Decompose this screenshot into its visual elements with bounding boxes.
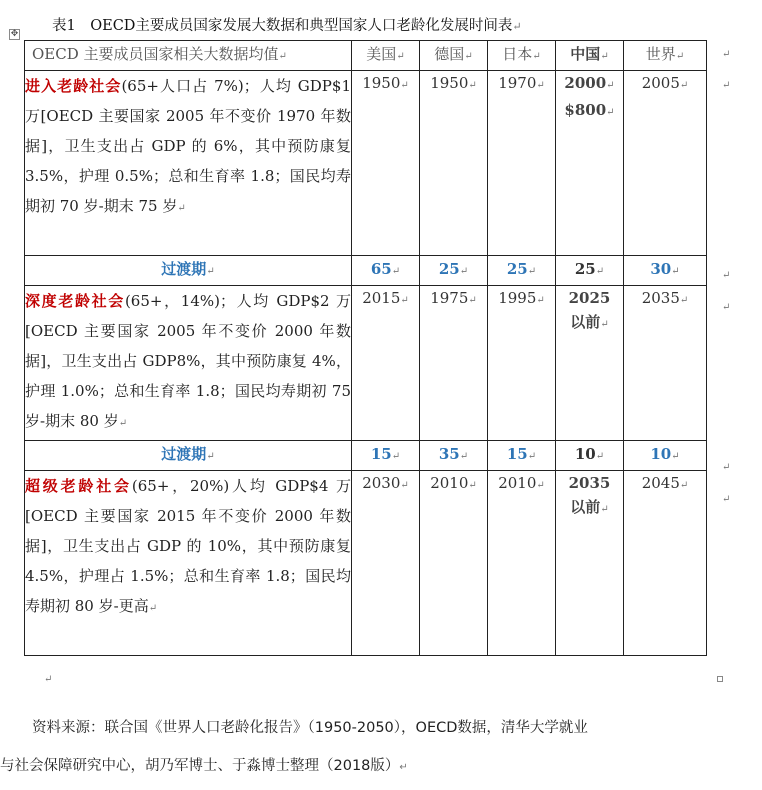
transition-japan: 25↵ xyxy=(488,256,556,286)
transition-japan: 15↵ xyxy=(488,441,556,471)
source-line-1: 资料来源：联合国《世界人口老龄化报告》（1950-2050），OECD数据，清华大学就业 xyxy=(32,720,588,736)
table-caption: 表1 OECD主要成员国家发展大数据和典型国家人口老龄化发展时间表↵ xyxy=(52,18,522,34)
stage-description: 进入老龄社会(65+人口占 7%)；人均 GDP$1 万[OECD 主要国家 2005 年不变价 1970 年数据]，卫生支出占 GDP 的 6%，其中预防康复 3.5%，护理 0.5%；总和生育率 1.8；国民均寿期初 70 岁-期末 75 岁↵ xyxy=(25,71,352,256)
stage-name: 超级老龄社会 xyxy=(25,477,132,495)
source-line-2: 与社会保障研究中心，胡乃军博士、于淼博士整理（2018版）↵ xyxy=(0,758,408,774)
table-move-handle-icon[interactable]: ✥ xyxy=(10,29,19,39)
header-china: 中国↵ xyxy=(556,41,624,71)
year-china: 2000↵ $800↵ xyxy=(556,71,624,256)
year-china: 2035 以前↵ xyxy=(556,471,624,656)
table-resize-handle[interactable] xyxy=(717,676,723,682)
transition-usa: 15↵ xyxy=(352,441,420,471)
row-end-mark: ↵ xyxy=(722,494,731,505)
transition-row xyxy=(25,256,707,286)
transition-usa: 65↵ xyxy=(352,256,420,286)
row-end-mark: ↵ xyxy=(722,49,731,60)
stage-name: 进入老龄社会 xyxy=(25,77,122,95)
header-germany: 德国↵ xyxy=(420,41,488,71)
transition-world: 30↵ xyxy=(624,256,707,286)
transition-germany: 35↵ xyxy=(420,441,488,471)
stage-description: 超级老龄社会(65+，20%)人均 GDP$4 万[OECD 主要国家 2015 年不变价 2000 年数据]，卫生支出占 GDP 的 10%，其中预防康复 4.5%，护理占 1.5%；总和生育率 1.8；国民均寿期初 80 岁-更高↵ xyxy=(25,471,352,656)
year-usa: 2015↵ xyxy=(352,286,420,441)
transition-label: 过渡期↵ xyxy=(25,441,352,471)
row-end-mark: ↵ xyxy=(722,462,731,473)
year-world: 2045↵ xyxy=(624,471,707,656)
header-usa: 美国↵ xyxy=(352,41,420,71)
transition-label: 过渡期↵ xyxy=(25,256,352,286)
header-world: 世界↵ xyxy=(624,41,707,71)
aging-timeline-table xyxy=(24,40,707,656)
transition-germany: 25↵ xyxy=(420,256,488,286)
year-japan: 1995↵ xyxy=(488,286,556,441)
year-world: 2005↵ xyxy=(624,71,707,256)
year-usa: 1950↵ xyxy=(352,71,420,256)
transition-china: 10↵ xyxy=(556,441,624,471)
stage-row-aging xyxy=(25,71,707,256)
stage-row-deep-aging xyxy=(25,286,707,441)
year-germany: 2010↵ xyxy=(420,471,488,656)
year-china: 2025 以前↵ xyxy=(556,286,624,441)
year-usa: 2030↵ xyxy=(352,471,420,656)
year-japan: 1970↵ xyxy=(488,71,556,256)
row-end-mark: ↵ xyxy=(722,270,731,281)
header-japan: 日本↵ xyxy=(488,41,556,71)
stage-row-super-aging xyxy=(25,471,707,656)
paragraph-mark: ↵ xyxy=(44,674,53,685)
year-world: 2035↵ xyxy=(624,286,707,441)
row-end-mark: ↵ xyxy=(722,80,731,91)
header-label-cell: OECD 主要成员国家相关大数据均值↵ xyxy=(25,41,352,71)
transition-china: 25↵ xyxy=(556,256,624,286)
year-japan: 2010↵ xyxy=(488,471,556,656)
transition-world: 10↵ xyxy=(624,441,707,471)
year-germany: 1975↵ xyxy=(420,286,488,441)
stage-name: 深度老龄社会 xyxy=(25,292,125,310)
stage-description: 深度老龄社会(65+，14%)；人均 GDP$2 万[OECD 主要国家 2005 年不变价 2000 年数据]，卫生支出占 GDP8%，其中预防康复 4%，护理 1.0%；总和生育率 1.8；国民均寿期初 75 岁-期末 80 岁↵ xyxy=(25,286,352,441)
transition-row xyxy=(25,441,707,471)
year-germany: 1950↵ xyxy=(420,71,488,256)
table-header-row xyxy=(25,41,707,71)
row-end-mark: ↵ xyxy=(722,302,731,313)
